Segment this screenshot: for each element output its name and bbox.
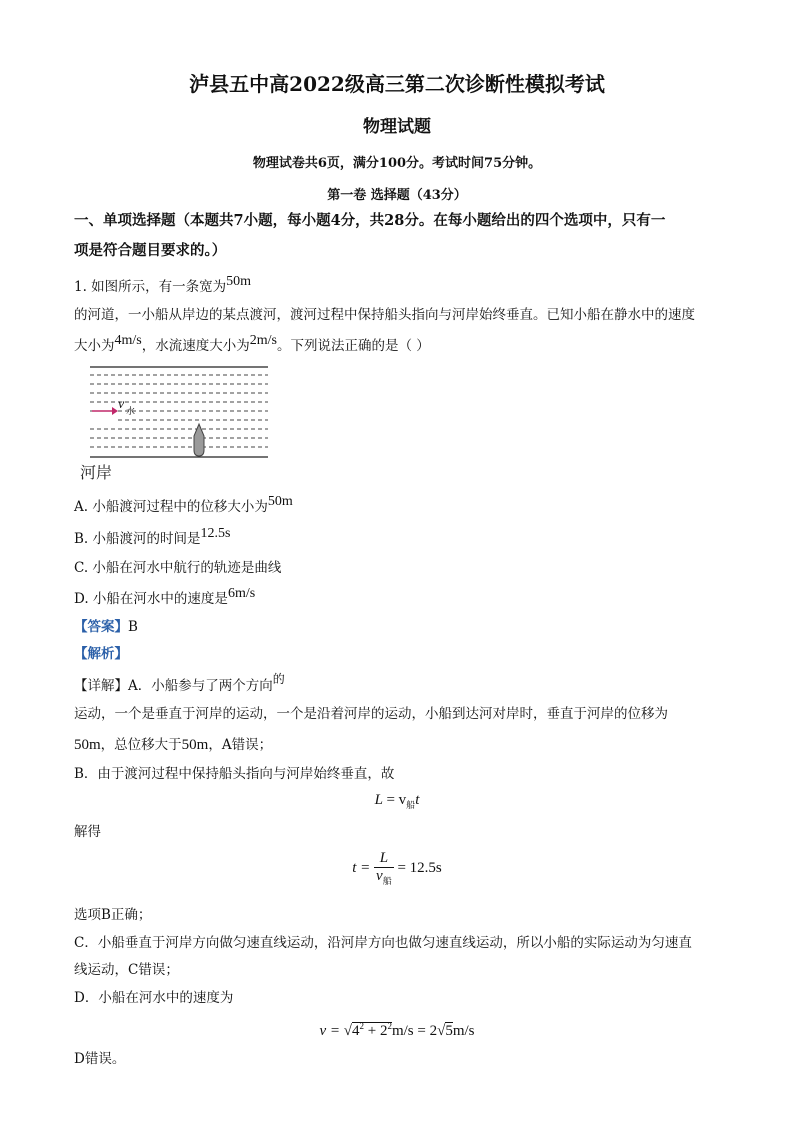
question-text: ，水流速度大小为: [141, 338, 250, 354]
question-text: 大小为: [74, 338, 115, 354]
detail-text: ，A错误；: [208, 737, 273, 753]
option-a-text: A. 小船渡河过程中的位移大小为: [74, 499, 268, 515]
water-velocity-arrow: [92, 407, 118, 415]
option-c: [74, 562, 281, 576]
option-b: [74, 526, 231, 547]
eq-symbol: m/s = 2: [391, 1023, 438, 1039]
eq-symbol: 4: [351, 1023, 360, 1039]
option-d-text: D. 小船在河水中的速度是: [74, 591, 228, 607]
question-text: 1. 如图所示，有一条宽为: [74, 279, 227, 295]
detail-a-line1: [74, 672, 285, 694]
river-figure: [78, 362, 278, 486]
option-a: [74, 494, 293, 515]
displacement-value: 50m: [74, 737, 101, 753]
solve-label: 解得: [74, 824, 101, 840]
eq-symbol: v =: [319, 1023, 340, 1039]
detail-text: A．小船参与了两个方向: [128, 678, 273, 694]
detail-b-line1: B．由于渡河过程中保持船头指向与河岸始终垂直，故: [74, 766, 395, 782]
option-b-text: B. 小船渡河的时间是: [74, 531, 201, 547]
question-line2: 的河道，一小船从岸边的某点渡河，渡河过程中保持船头指向与河岸始终垂直。已知小船在静水中的速度: [74, 307, 695, 323]
eq-subscript: 船: [406, 800, 416, 810]
option-a-value: 50m: [267, 494, 293, 509]
water-speed-value: 2m/s: [249, 333, 277, 348]
subject-title: 物理试题: [363, 117, 431, 137]
eq-symbol: m/s: [452, 1023, 475, 1039]
section-heading-line1: 一、单项选择题（本题共7小题，每小题4分，共28分。在每小题给出的四个选项中，只有一: [74, 212, 666, 229]
eq-symbol: t =: [352, 859, 371, 876]
detail-d-line1: D．小船在河水中的速度为: [74, 990, 234, 1006]
eq-symbol: L: [374, 792, 383, 808]
river-width-value: 50m: [226, 274, 252, 289]
answer-label: 【答案】: [74, 619, 128, 635]
detail-text: 的: [272, 672, 285, 686]
detail-c-line1: C．小船垂直于河岸方向做匀速直线运动，沿河岸方向也做匀速直线运动，所以小船的实际运动为匀速直: [74, 935, 692, 951]
volume-title: 第一卷 选择题（43分）: [327, 188, 467, 203]
equation-1: [0, 792, 794, 811]
analysis-label: 【解析】: [74, 646, 128, 662]
velocity-subscript: 水: [126, 407, 136, 417]
question-text: 。下列说法正确的是（ ）: [276, 338, 430, 354]
eq-denominator: v: [376, 868, 383, 884]
answer-value: B: [128, 619, 138, 635]
eq-symbol: = v: [386, 792, 407, 808]
exam-info: 物理试卷共6页，满分100分。考试时间75分钟。: [252, 156, 542, 171]
sqrt-icon: √: [343, 1023, 352, 1039]
eq-radicand: [352, 1022, 392, 1039]
detail-b-end: 选项B正确；: [74, 907, 152, 923]
sqrt-icon: √: [437, 1023, 446, 1039]
section-heading-line2: 项是符合题目要求的。）: [74, 242, 227, 259]
displacement-value: 50m: [181, 737, 209, 753]
boat-speed-value: 4m/s: [114, 333, 142, 348]
option-d: [74, 586, 256, 607]
exam-title: 泸县五中高2022级高三第二次诊断性模拟考试: [189, 72, 605, 96]
eq-exponent: 2: [359, 1021, 364, 1031]
detail-label: 【详解】: [74, 678, 128, 694]
option-c-text: C. 小船在河水中航行的轨迹是曲线: [74, 560, 282, 576]
eq-radicand: 5: [445, 1023, 453, 1039]
detail-a-line3: [74, 738, 272, 753]
eq-subscript: 船: [382, 876, 392, 886]
velocity-label: v: [118, 397, 125, 412]
answer-line: [74, 621, 138, 635]
question-line1: [74, 274, 252, 295]
river-bank-label: 河岸: [80, 463, 113, 482]
detail-text: ，总位移大于: [100, 737, 182, 753]
eq-result: = 12.5s: [397, 859, 442, 876]
detail-d-end: D错误。: [74, 1051, 126, 1067]
detail-a-line2: 运动，一个是垂直于河岸的运动，一个是沿着河岸的运动，小船到达河对岸时，垂直于河岸的位移为: [74, 706, 668, 722]
equation-3: [0, 1021, 794, 1040]
option-b-value: 12.5s: [200, 526, 231, 541]
detail-c-line2: 线运动，C错误；: [74, 962, 179, 978]
eq-symbol: + 2: [363, 1023, 388, 1039]
eq-exponent: 2: [387, 1021, 392, 1031]
option-d-value: 6m/s: [227, 586, 256, 601]
question-line3: [74, 333, 430, 354]
eq-fraction: [374, 850, 394, 887]
eq-symbol: t: [415, 792, 420, 808]
equation-2: [0, 850, 794, 887]
eq-numerator: L: [374, 850, 394, 868]
